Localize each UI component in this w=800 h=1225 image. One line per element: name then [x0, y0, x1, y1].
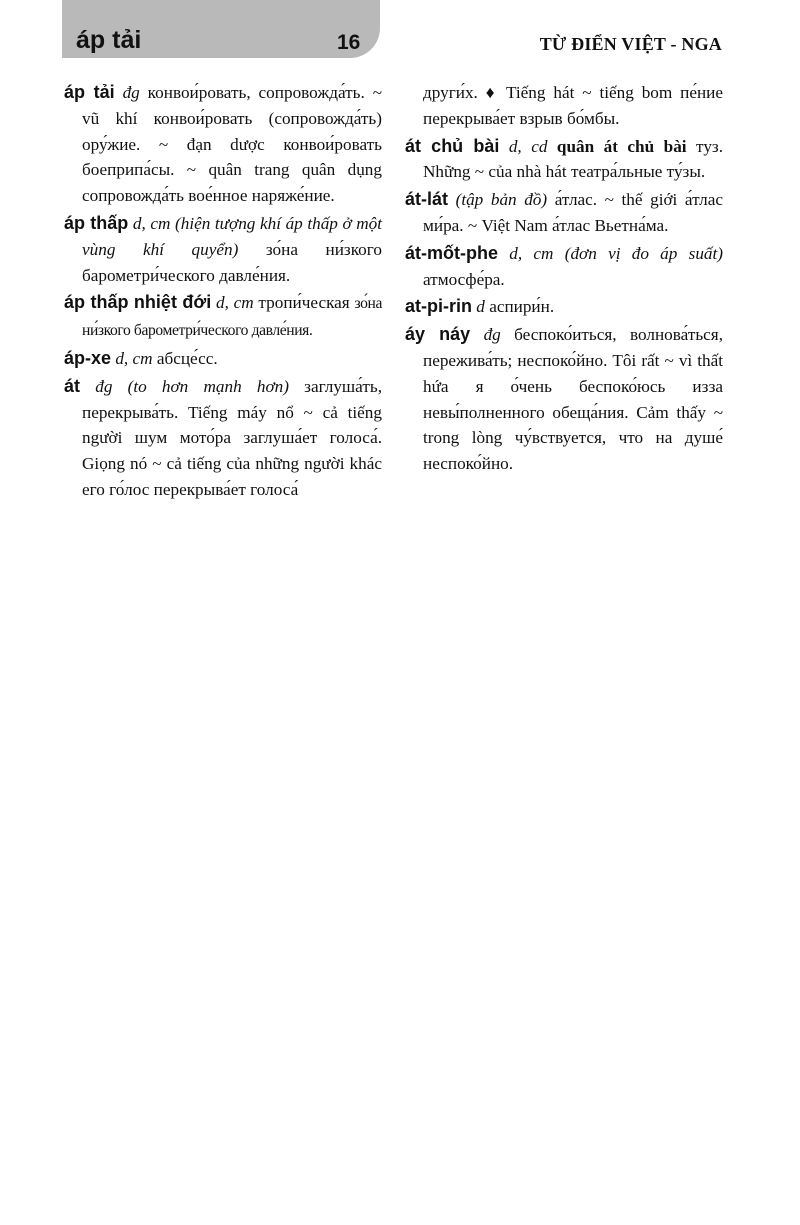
entry-headword: át: [64, 375, 81, 396]
entry-definition: абсце́сс.: [152, 348, 218, 368]
entry-pos: d, cm: [215, 293, 254, 313]
entry-pos: đg: [483, 325, 501, 345]
entry-headword: át chủ bài: [405, 135, 500, 156]
entry-pos: d, cm: [115, 348, 153, 368]
entry-note: (tập bản đồ): [455, 190, 548, 210]
entry-headword: áy náy: [405, 324, 471, 345]
entry-pos: d, cm: [509, 243, 554, 263]
dictionary-entry: [405, 294, 723, 320]
dictionary-entry: [405, 241, 723, 293]
entry-headword: át-lát: [405, 189, 449, 210]
entry-definition: тропи́ческая: [253, 293, 350, 313]
entry-synonym: quân át chủ bài: [556, 136, 687, 156]
entry-definition: зо́на ни́зкого барометри́ческого давле́ния.: [82, 239, 382, 285]
page-number: 16: [337, 31, 361, 54]
dictionary-entry: [405, 322, 723, 477]
entry-note: (to hơn mạnh hơn): [127, 376, 289, 396]
entry-definition-continued: зо́на ни́зкого барометри́ческого давле́ния.: [82, 295, 383, 340]
dictionary-entry: [64, 211, 382, 288]
dictionary-entry: [64, 80, 382, 209]
dictionary-entry: [405, 187, 723, 239]
entry-headword: áp tải: [64, 82, 115, 102]
entry-definition: други́х. ♦ Tiếng hát ~ tiếng bom пе́ние перекрыва́ет взрыв бо́мбы.: [423, 83, 723, 128]
entry-pos: d, cd: [508, 136, 548, 156]
header-headword: áp tải: [76, 26, 142, 54]
entry-note: (đơn vị đo áp suất): [564, 243, 724, 263]
dictionary-entry: [64, 374, 382, 503]
left-column: [64, 80, 382, 505]
dictionary-entry: [64, 346, 382, 372]
entry-pos: đg: [122, 83, 140, 102]
entry-definition: заглуша́ть, перекрыва́ть. Tiếng máy nổ ~ cả tiếng người шум мото́ра заглуша́ет голоса́. Giọng nó ~ cả tiếng của những người khác его го́лос перекрыва́ет голоса́: [82, 376, 382, 499]
entry-headword: áp-xe: [64, 347, 112, 368]
right-column: [405, 80, 723, 479]
running-title: TỪ ĐIỂN VIỆT - NGA: [539, 34, 722, 54]
entry-pos: đg: [95, 376, 113, 396]
entry-note: (hiện tượng khí áp thấp ở một vùng khí quyển): [82, 213, 383, 259]
entry-headword: áp thấp nhiệt đới: [64, 292, 212, 313]
entry-definition: конвои́ровать, сопровожда́ть. ~ vũ khí конвои́ровать (сопровожда́ть) ору́жие. ~ đạn dược конвои́ровать боеприпа́сы. ~ quân trang quân dụng сопровожда́ть вое́нное наряже́ние.: [82, 83, 382, 206]
dictionary-entry: [405, 134, 723, 186]
entry-headword: at-pi-rin: [405, 296, 472, 317]
entry-continuation: [405, 80, 723, 132]
entry-definition: атмосфе́ра.: [423, 269, 505, 289]
entry-pos: d, cm: [132, 213, 171, 233]
entry-pos: d: [476, 297, 485, 317]
entry-definition: туз. Những ~ của nhà hát театра́льные ту́зы.: [423, 136, 723, 182]
entry-definition: а́тлас. ~ thế giới а́тлас ми́ра. ~ Việt Nam а́тлас Вьетна́ма.: [423, 190, 724, 235]
dictionary-entry: [64, 290, 382, 344]
entry-definition: беспоко́иться, волнова́ться, пережива́ть; неспоко́йно. Tôi rất ~ vì thất hứa я о́чень беспоко́юсь изза невы́полненного обеща́ния. Cảm thấy ~ trong lòng чу́вствуется, что на душе́ неспоко́йно.: [423, 325, 723, 474]
entry-definition: аспири́н.: [484, 297, 555, 317]
entry-headword: át-mốt-phe: [405, 242, 498, 263]
entry-headword: áp thấp: [64, 212, 129, 233]
